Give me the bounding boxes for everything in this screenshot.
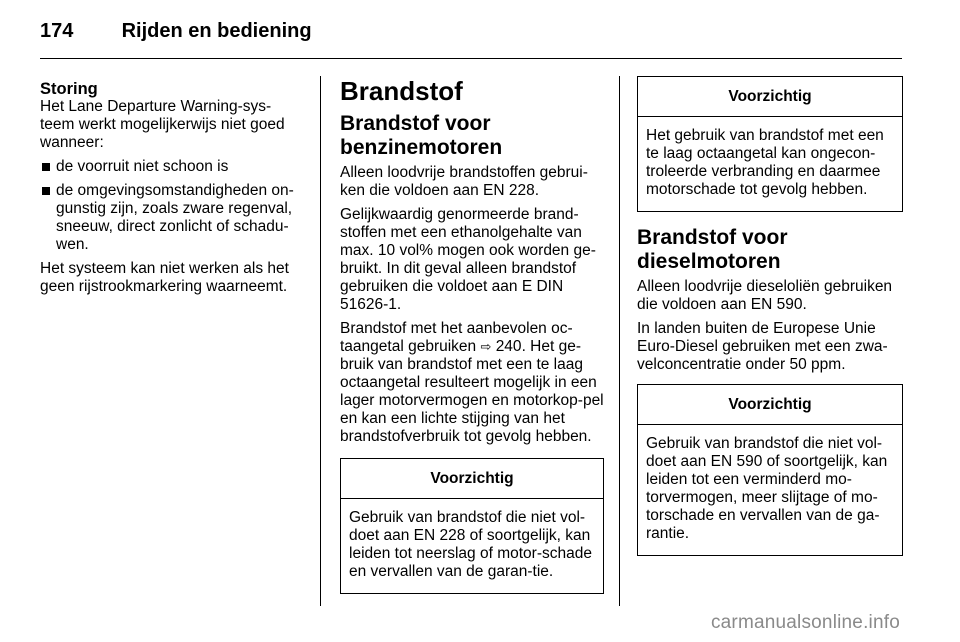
petrol-heading: Brandstof voor benzinemotoren — [340, 112, 503, 159]
caution-box-diesel — [637, 384, 903, 556]
storing-outro: Het systeem kan niet werken als het geen rijstrookmarkering waarneemt. — [40, 260, 289, 295]
diesel-p1: Alleen loodvrije dieseloliën gebruiken die voldoen aan EN 590. — [637, 278, 893, 313]
column-middle — [340, 76, 604, 608]
page-number: 174 — [40, 20, 74, 42]
column-left — [40, 80, 302, 302]
storing-heading: Storing — [40, 80, 98, 98]
petrol-p3-end: . Het ge-bruik van brandstof met een te laag octaangetal resulteert mogelijk in een lager motorvermogen en motorkop-pel en kan een lichte stijging van het brandstofverbruik tot gevolg hebben. — [340, 338, 604, 445]
column-divider-1 — [320, 76, 321, 606]
caution-body: Gebruik van brandstof die niet vol-doet aan EN 590 of soortgelijk, kan leiden tot een verminderd mo-torvermogen, meer slijtage of mo-torschade en vervallen van de ga-rantie. — [646, 435, 888, 542]
bullet-item: de omgevingsomstandigheden on-gunstig zijn, zoals zware regenval, sneeuw, direct zonlicht of schadu-wen. — [40, 182, 302, 254]
chapter-title: Rijden en bediening — [121, 20, 312, 42]
diesel-p2: In landen buiten de Europese Unie Euro-Diesel gebruiken met een zwa-velconcentratie onder 50 ppm. — [637, 320, 888, 373]
bullet-item: de voorruit niet schoon is — [40, 158, 302, 176]
caution-box-petrol — [340, 458, 604, 594]
petrol-p1: Alleen loodvrije brandstoffen gebrui-ken die voldoen aan EN 228. — [340, 164, 588, 199]
header-rule — [40, 58, 902, 59]
caution-body: Het gebruik van brandstof met een te laag octaangetal kan ongecon-troleerde verbranding en daarmee motorschade tot gevolg hebben. — [646, 127, 884, 198]
caution-body: Gebruik van brandstof die niet vol-doet aan EN 228 of soortgelijk, kan leiden tot neerslag of motor-schade en vervallen van de garan-tie. — [349, 509, 592, 580]
page-ref-icon: ⇨ — [480, 339, 492, 354]
column-divider-2 — [619, 76, 620, 606]
petrol-p3-start: Brandstof met het aanbevolen oc-taangetal gebruiken — [340, 320, 573, 355]
page-header — [40, 20, 312, 43]
petrol-p2: Gelijkwaardig genormeerde brand-stoffen met een ethanolgehalte van max. 10 vol% mogen ook worden ge-bruikt. In dit geval alleen brandstof gebruiken die voldoet aan E DIN 51626-1. — [340, 206, 596, 313]
watermark: carmanualsonline.info — [710, 612, 900, 633]
petrol-p3 — [340, 320, 604, 446]
section-title: Brandstof — [340, 76, 463, 106]
caution-title: Voorzichtig — [638, 385, 902, 425]
column-right — [637, 76, 903, 570]
storing-intro: Het Lane Departure Warning-sys-teem werkt mogelijkerwijs niet goed wanneer: — [40, 98, 285, 151]
caution-box-octane — [637, 76, 903, 212]
page-ref[interactable]: 240 — [495, 338, 522, 355]
diesel-heading: Brandstof voor dieselmotoren — [637, 226, 788, 273]
caution-title: Voorzichtig — [341, 459, 603, 499]
storing-bullets — [40, 158, 302, 254]
caution-title: Voorzichtig — [638, 77, 902, 117]
